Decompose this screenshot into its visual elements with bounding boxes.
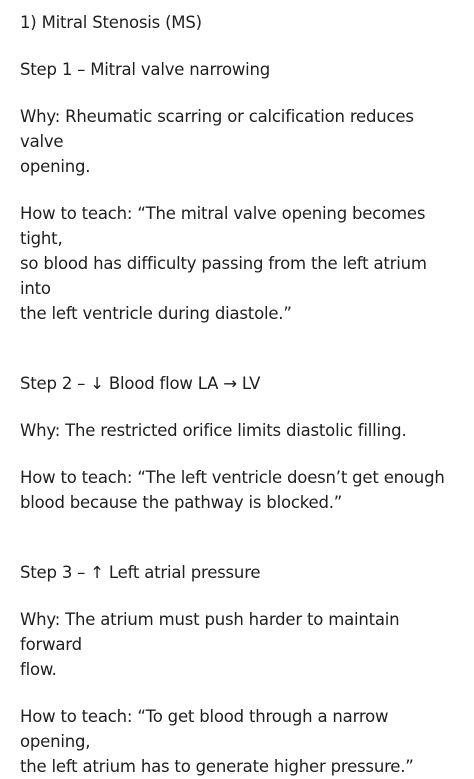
- step-1-teach-line-1: How to teach: “The mitral valve opening becomes tight,: [20, 204, 426, 248]
- note-document: [20, 10, 460, 779]
- spacer: [20, 35, 460, 57]
- step-3-how-to-teach: [20, 704, 460, 779]
- step-1-why: [20, 104, 460, 179]
- step-3-why-line-2: flow.: [20, 660, 57, 679]
- step-3-why-line-1: Why: The atrium must push harder to maintain forward: [20, 610, 400, 654]
- step-2-why-line-1: Why: The restricted orifice limits diastolic filling.: [20, 421, 407, 440]
- step-2-how-to-teach: [20, 465, 460, 515]
- section-spacer: [20, 515, 460, 560]
- spacer: [20, 82, 460, 104]
- spacer: [20, 396, 460, 418]
- step-2-heading: Step 2 – ↓ Blood flow LA → LV: [20, 374, 261, 393]
- step-1-why-line-2: opening.: [20, 157, 91, 176]
- step-1-why-line-1: Why: Rheumatic scarring or calcification reduces valve: [20, 107, 414, 151]
- document-title: 1) Mitral Stenosis (MS): [20, 13, 202, 32]
- spacer: [20, 179, 460, 201]
- step-2-teach-line-1: How to teach: “The left ventricle doesn’t get enough: [20, 468, 445, 487]
- step-1-section: [20, 57, 460, 326]
- section-spacer: [20, 326, 460, 371]
- spacer: [20, 585, 460, 607]
- spacer: [20, 682, 460, 704]
- spacer: [20, 443, 460, 465]
- step-1-teach-line-2: so blood has difficulty passing from the left atrium into: [20, 254, 427, 298]
- step-3-why: [20, 607, 460, 682]
- step-1-heading: Step 1 – Mitral valve narrowing: [20, 60, 271, 79]
- step-3-section: [20, 560, 460, 779]
- step-1-teach-line-3: the left ventricle during diastole.”: [20, 304, 292, 323]
- step-2-section: [20, 371, 460, 515]
- step-2-why: [20, 418, 460, 443]
- step-3-teach-line-2: the left atrium has to generate higher pressure.”: [20, 757, 414, 776]
- step-3-heading: Step 3 – ↑ Left atrial pressure: [20, 563, 261, 582]
- step-1-how-to-teach: [20, 201, 460, 326]
- step-3-teach-line-1: How to teach: “To get blood through a narrow opening,: [20, 707, 389, 751]
- step-2-teach-line-2: blood because the pathway is blocked.”: [20, 493, 343, 512]
